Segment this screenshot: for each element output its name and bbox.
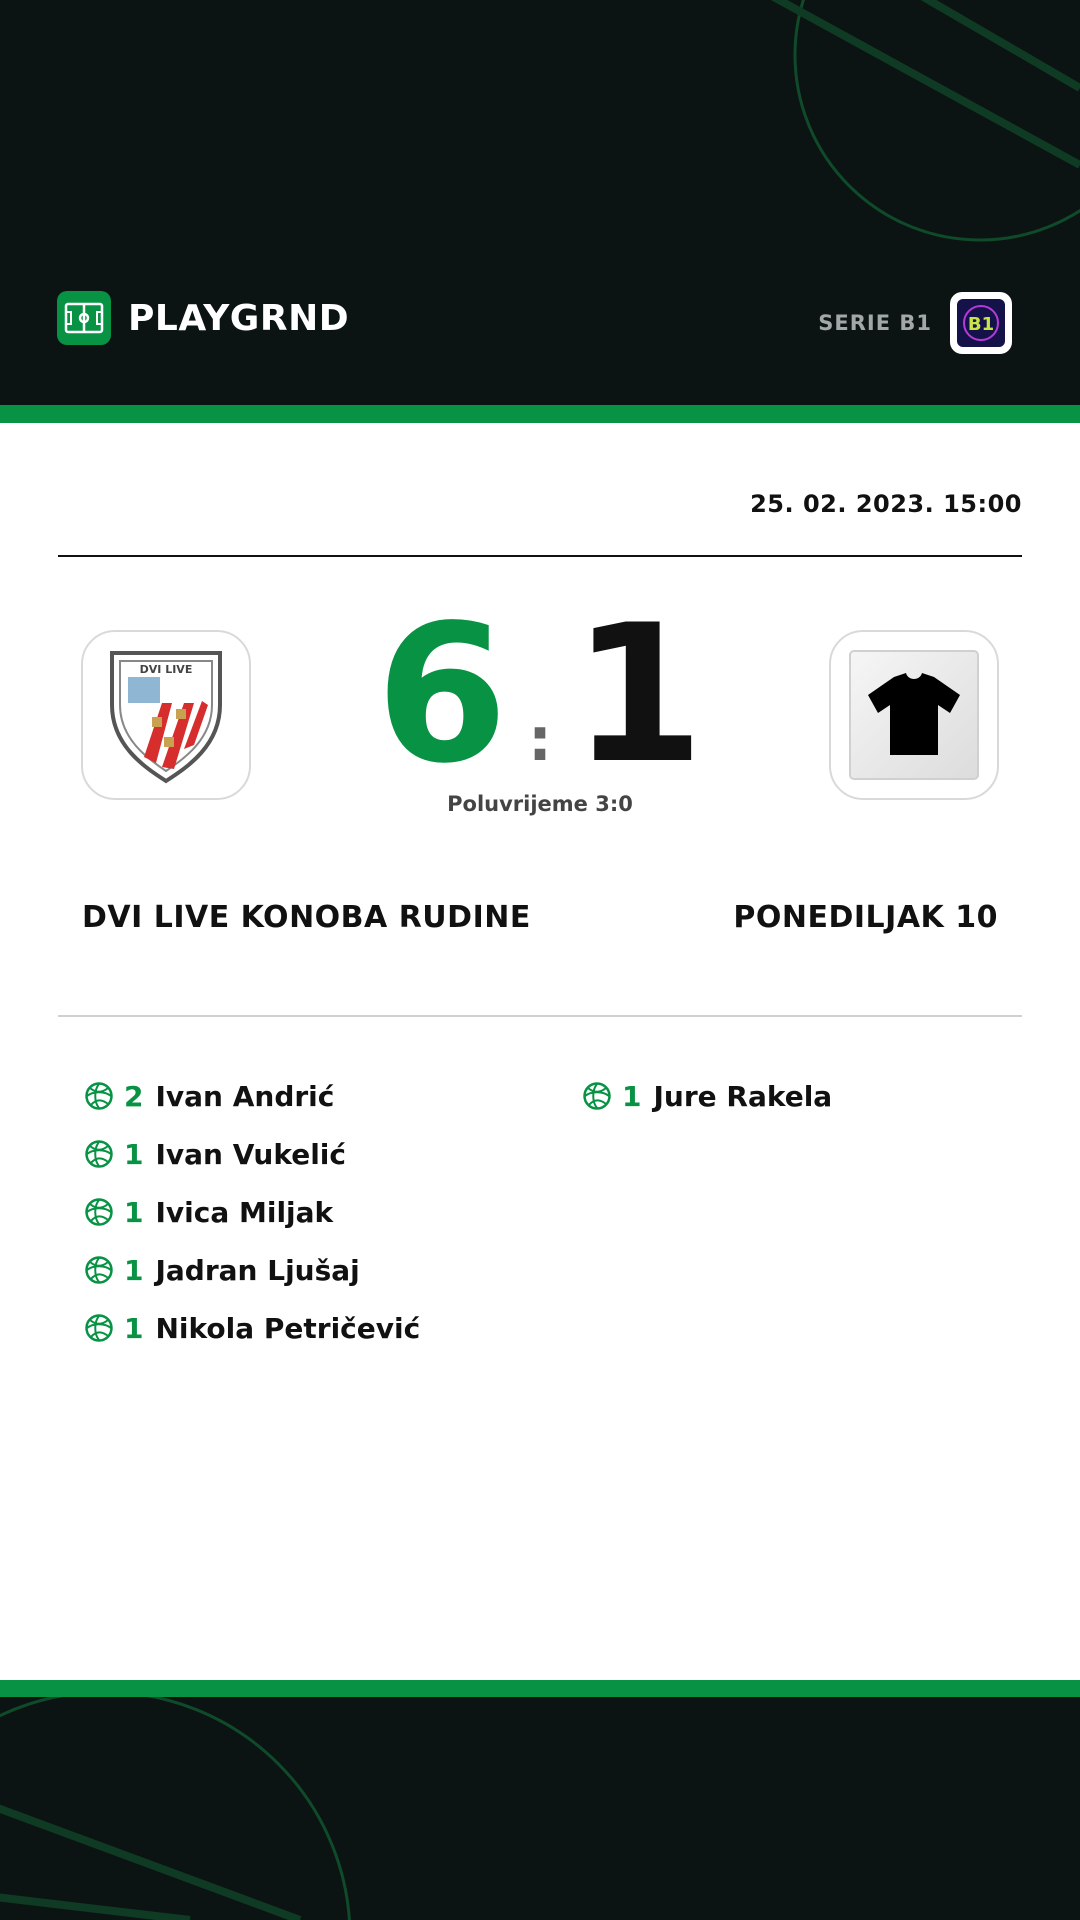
home-team-name[interactable]: DVI LIVE KONOBA RUDINE <box>82 900 531 935</box>
footer-banner <box>0 1697 1080 1920</box>
league-badge-icon <box>950 292 1012 354</box>
scorer-name: Ivan Vukelić <box>155 1137 346 1171</box>
crest-text: DVI LIVE <box>139 663 193 676</box>
footer-decoration <box>0 1697 1080 1920</box>
divider <box>58 555 1022 557</box>
away-team-logo[interactable] <box>829 630 999 800</box>
pitch-logo-icon <box>57 291 111 345</box>
halftime-score: Poluvrijeme 3:0 <box>447 792 633 816</box>
scorer-name: Nikola Petričević <box>155 1311 421 1345</box>
goal-count: 1 <box>622 1079 642 1113</box>
away-score: 1 <box>572 584 705 805</box>
list-item <box>84 1067 420 1125</box>
club-crest-icon <box>104 645 228 785</box>
header-banner <box>0 0 1080 405</box>
ball-icon <box>84 1197 114 1227</box>
goal-count: 2 <box>124 1079 144 1113</box>
scorer-name: Jure Rakela <box>653 1079 833 1113</box>
list-item <box>84 1241 420 1299</box>
home-score: 6 <box>375 584 508 805</box>
score-separator: : <box>528 705 552 775</box>
tshirt-icon <box>848 649 980 781</box>
header-accent-strip <box>0 405 1080 423</box>
footer-accent-strip <box>0 1680 1080 1698</box>
ball-icon <box>84 1139 114 1169</box>
divider <box>58 1015 1022 1017</box>
goal-count: 1 <box>124 1253 144 1287</box>
home-team-logo[interactable] <box>81 630 251 800</box>
away-team-name[interactable]: PONEDILJAK 10 <box>733 900 998 935</box>
goal-count: 1 <box>124 1195 144 1229</box>
goal-count: 1 <box>124 1311 144 1345</box>
list-item <box>84 1183 420 1241</box>
brand-name: PLAYGRND <box>128 297 350 339</box>
ball-icon <box>84 1313 114 1343</box>
league-badge-label: B1 <box>967 314 995 335</box>
list-item <box>84 1299 420 1357</box>
ball-icon <box>84 1255 114 1285</box>
match-datetime: 25. 02. 2023. 15:00 <box>750 490 1022 518</box>
ball-icon <box>582 1081 612 1111</box>
goal-count: 1 <box>124 1137 144 1171</box>
home-scorers-list <box>84 1067 420 1357</box>
away-scorers-list <box>582 1067 832 1125</box>
list-item <box>582 1067 832 1125</box>
scorer-name: Ivan Andrić <box>155 1079 335 1113</box>
league-name: SERIE B1 <box>818 311 932 335</box>
league-info[interactable] <box>818 292 1012 354</box>
ball-icon <box>84 1081 114 1111</box>
list-item <box>84 1125 420 1183</box>
brand[interactable] <box>57 291 349 345</box>
scorer-name: Ivica Miljak <box>155 1195 334 1229</box>
scorer-name: Jadran Ljušaj <box>155 1253 360 1287</box>
